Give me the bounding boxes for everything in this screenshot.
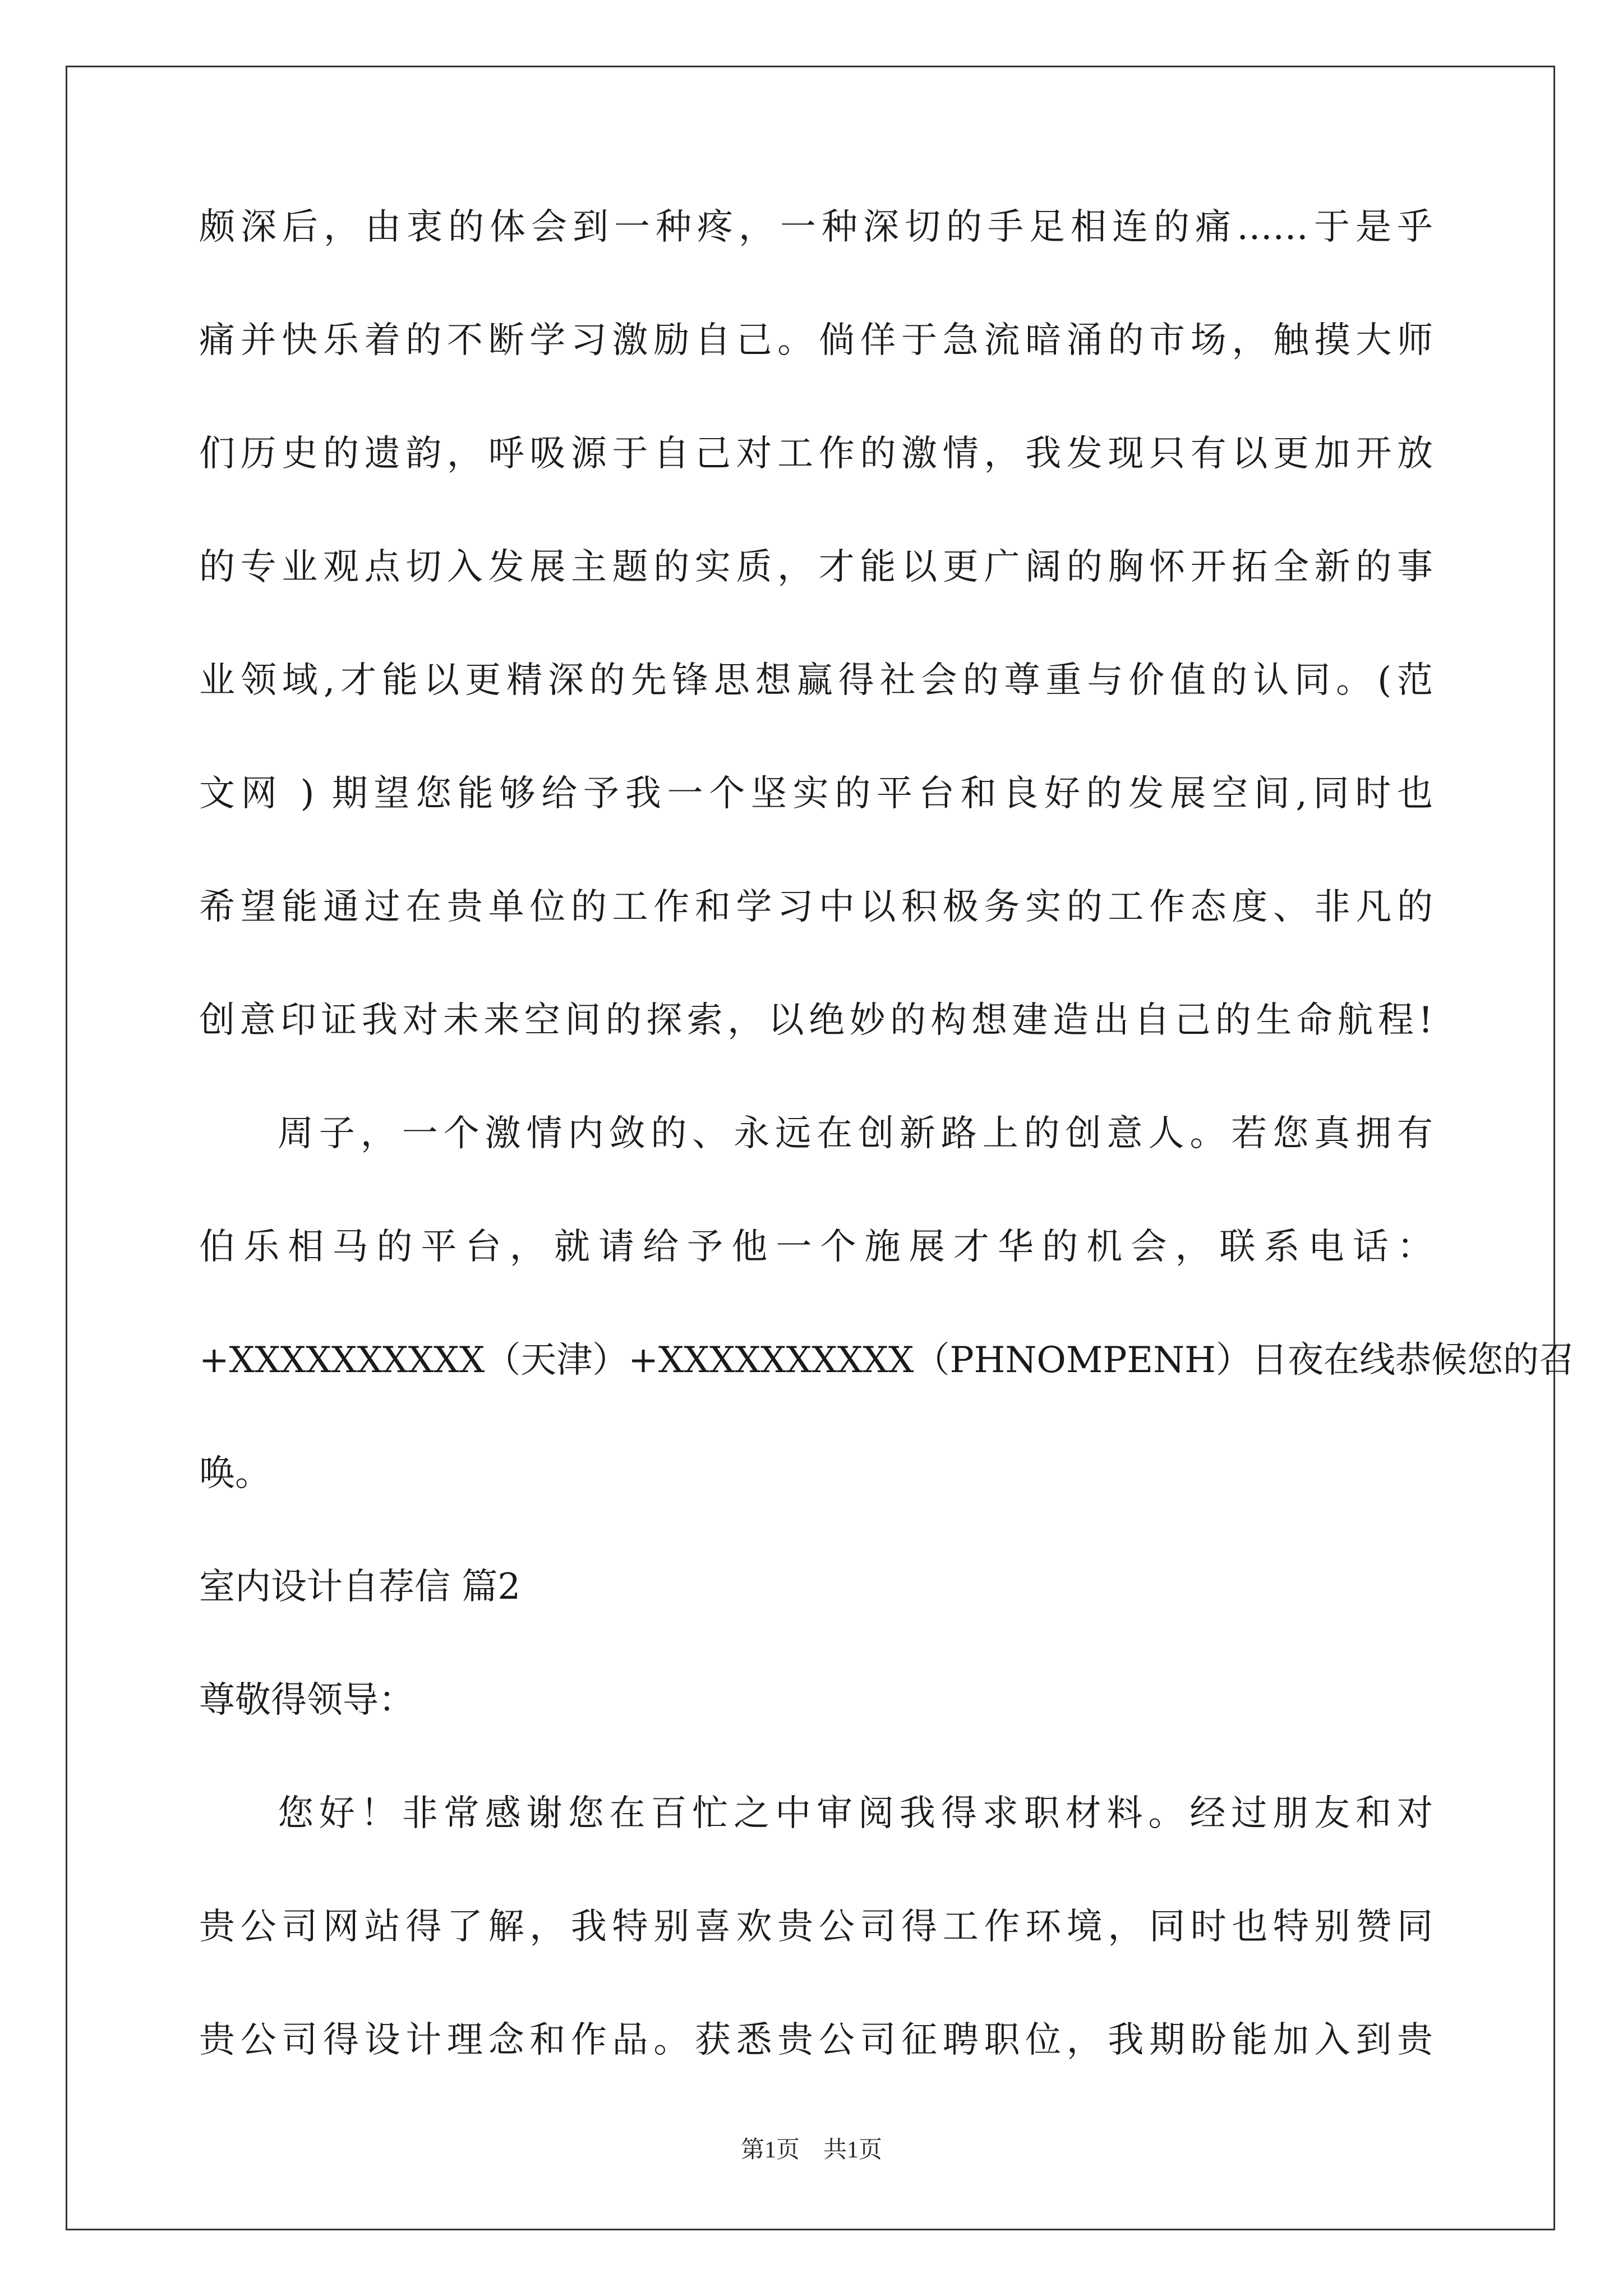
paragraph-line: +XXXXXXXXXX（天津）+XXXXXXXXXX（PHNOMPENH）日夜在线恭候您的召 (199, 1340, 1575, 1381)
paragraph-line: 业领域,才能以更精深的先锋思想赢得社会的尊重与价值的认同。(范 (199, 660, 1433, 701)
paragraph-line: 伯乐相马的平台，就请给予他一个施展才华的机会，联系电话： (199, 1226, 1433, 1268)
paragraph-line: 痛并快乐着的不断学习激励自己。倘佯于急流暗涌的市场，触摸大师 (199, 320, 1433, 361)
paragraph-line: 周子，一个激情内敛的、永远在创新路上的创意人。若您真拥有 (278, 1113, 1433, 1154)
page-number-footer: 第1页 共1页 (740, 2137, 882, 2163)
paragraph-line: 唤。 (199, 1453, 271, 1494)
paragraph-line: 贵公司网站得了解，我特别喜欢贵公司得工作环境，同时也特别赞同 (199, 1906, 1433, 1948)
paragraph-line: 您好！非常感谢您在百忙之中审阅我得求职材料。经过朋友和对 (278, 1793, 1433, 1834)
document-body (199, 199, 1575, 2125)
paragraph-line: 颇深后，由衷的体会到一种疼，一种深切的手足相连的痛……于是乎 (199, 206, 1433, 248)
paragraph-line: 文网 ) 期望您能够给予我一个坚实的平台和良好的发展空间,同时也 (199, 773, 1433, 815)
paragraph-line: 希望能通过在贵单位的工作和学习中以积极务实的工作态度、非凡的 (199, 886, 1433, 928)
paragraph-line: 创意印证我对未来空间的探索，以绝妙的构想建造出自己的生命航程! (199, 1000, 1433, 1041)
paragraph-line: 的专业观点切入发展主题的实质，才能以更广阔的胸怀开拓全新的事 (199, 546, 1433, 588)
salutation: 尊敬得领导： (199, 1680, 414, 1721)
paragraph-line: 们历史的遗韵，呼吸源于自己对工作的激情，我发现只有以更加开放 (199, 433, 1433, 475)
paragraph-line: 贵公司得设计理念和作品。获悉贵公司征聘职位，我期盼能加入到贵 (199, 2019, 1433, 2061)
section-heading: 室内设计自荐信 篇2 (199, 1566, 521, 1608)
